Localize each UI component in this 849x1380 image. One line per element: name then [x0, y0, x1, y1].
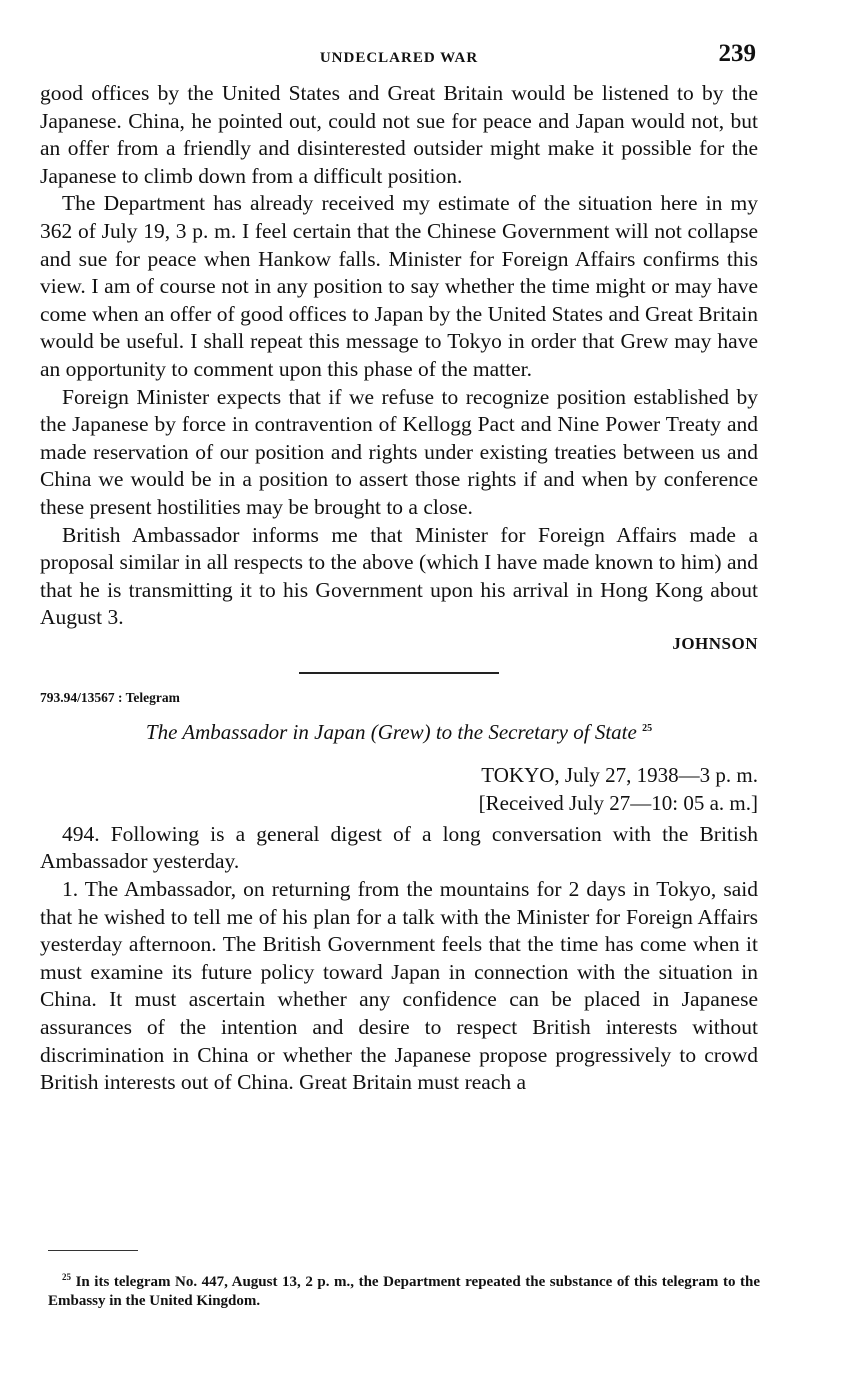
letter-body — [40, 80, 758, 632]
paragraph: British Ambassador informs me that Minister for Foreign Affairs made a proposal similar in all respects to the above (which I have made known to him) and that he is transmitting it to his Government upon his arrival in Hong Kong about August 3. — [40, 522, 758, 630]
telegram-body — [40, 821, 758, 1097]
dateline-block — [40, 761, 758, 817]
footnote-rule — [48, 1250, 138, 1251]
signature: JOHNSON — [672, 633, 758, 653]
page-number: 239 — [718, 40, 756, 67]
book-page — [40, 40, 758, 1097]
document-title-text: The Ambassador in Japan (Grew) to the Secretary of State — [145, 719, 637, 744]
paragraph: 1. The Ambassador, on returning from the mountains for 2 days in Tokyo, said that he wished to tell me of his plan for a talk with the Minister for Foreign Affairs yesterday afternoon. The British Government feels that the time has come when it must examine its future policy toward Japan in connection with the situation in China. It must ascertain whether any confidence can be placed in Japanese assurances of the intention and desire to respect British interests without discrimination in China or whether the Japanese propose progressively to crowd British interests out of China. Great Britain must reach a — [40, 877, 758, 1095]
section-divider — [299, 672, 499, 674]
running-title: UNDECLARED WAR — [319, 50, 479, 66]
paragraph: good offices by the United States and Great Britain would be listened to by the Japanese. China, he pointed out, could not sue for peace and Japan would not, but an offer from a friendly and disinterested outsider might make it possible for the Japanese to climb down from a difficult position. — [40, 81, 758, 188]
footnote — [48, 1268, 760, 1311]
dateline: TOKYO, July 27, 1938—3 p. m. — [481, 762, 758, 787]
paragraph: The Department has already received my estimate of the situation here in my 362 of July 19, 3 p. m. I feel certain that the Chinese Government will not collapse and sue for peace when Hankow falls. Minister for Foreign Affairs confirms this view. I am of course not in any position to say whether the time might or may have come when an offer of good offices to Japan by the United States and Great Britain would be useful. I shall repeat this message to Tokyo in order that Grew may have an opportunity to comment upon this phase of the matter. — [40, 191, 758, 381]
footnote-text: In its telegram No. 447, August 13, 2 p. m., the Department repeated the substance of this telegram to the Embassy in the United Kingdom. — [48, 1274, 761, 1309]
footnote-reference: 25 — [642, 722, 653, 734]
footnote-marker: 25 — [62, 1272, 71, 1282]
received-line: [Received July 27—10: 05 a. m.] — [478, 790, 758, 815]
running-head — [40, 40, 758, 80]
document-title — [40, 720, 758, 745]
file-reference: 793.94/13567 : Telegram — [40, 689, 180, 705]
paragraph: Foreign Minister expects that if we refuse to recognize position established by the Japanese by force in contravention of Kellogg Pact and Nine Power Treaty and made reservation of our position and rights under existing treaties between us and China we would be in a position to assert those rights if and when by conference these present hostilities may be brought to a close. — [40, 384, 758, 519]
paragraph: 494. Following is a general digest of a long conversation with the British Ambassador yesterday. — [40, 821, 758, 874]
